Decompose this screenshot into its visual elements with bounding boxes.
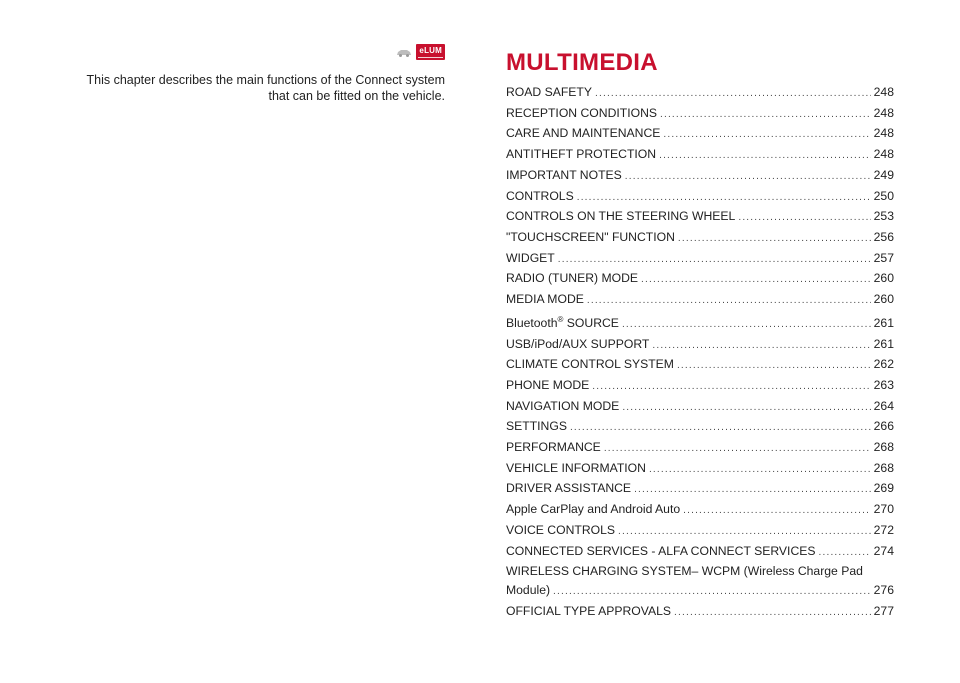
toc-entry-label: NAVIGATION MODE (506, 398, 620, 413)
toc-leader-dots (604, 440, 871, 459)
toc-leader-dots (674, 604, 871, 623)
toc-page-number: 266 (873, 419, 894, 434)
toc-entry[interactable] (506, 290, 894, 311)
toc-entry[interactable] (506, 417, 894, 438)
toc-entry-label: WIRELESS CHARGING SYSTEM– WCPM (Wireless Charge Pad (506, 564, 863, 579)
toc-entry-label: PERFORMANCE (506, 440, 601, 455)
toc-leader-dots (634, 481, 871, 500)
toc-entry-label-suffix: SOURCE (563, 315, 619, 330)
toc-leader-dots (663, 126, 870, 145)
toc-entry-label: WIDGET (506, 250, 555, 265)
toc-leader-dots (622, 399, 870, 418)
toc-page-number: 257 (873, 250, 894, 265)
table-of-contents (506, 50, 894, 622)
toc-entry-label: VEHICLE INFORMATION (506, 460, 646, 475)
toc-entry-label: RECEPTION CONDITIONS (506, 105, 657, 120)
toc-entry-label: CARE AND MAINTENANCE (506, 126, 661, 141)
toc-entry-label: MEDIA MODE (506, 292, 584, 307)
toc-entry-label: Apple CarPlay and Android Auto (506, 502, 681, 517)
toc-page-number: 256 (873, 229, 894, 244)
toc-leader-dots (592, 378, 870, 397)
toc-entry[interactable] (506, 269, 894, 290)
toc-entry-label: OFFICIAL TYPE APPROVALS (506, 603, 672, 618)
toc-entry-label: Bluetooth® SOURCE (506, 314, 619, 330)
toc-entry-label: USB/iPod/AUX SUPPORT (506, 336, 650, 351)
toc-entry-label: DRIVER ASSISTANCE (506, 481, 632, 496)
toc-entry-label: CONTROLS ON THE STEERING WHEEL (506, 209, 736, 224)
toc-entry[interactable] (506, 207, 894, 228)
toc-entry[interactable] (506, 542, 894, 563)
toc-leader-dots (618, 523, 871, 542)
toc-list (506, 83, 894, 622)
toc-page-number: 268 (873, 440, 894, 455)
toc-leader-dots (649, 461, 871, 480)
toc-entry-label: "TOUCHSCREEN" FUNCTION (506, 229, 675, 244)
toc-leader-dots (678, 230, 871, 249)
toc-leader-dots (683, 502, 871, 521)
toc-entry-label-continued: Module) (506, 582, 551, 597)
toc-leader-dots (677, 357, 871, 376)
toc-entry[interactable] (506, 500, 894, 521)
toc-page-number: 274 (873, 543, 894, 558)
toc-entry[interactable] (506, 311, 894, 335)
toc-leader-dots (622, 316, 871, 335)
toc-page-number: 260 (873, 271, 894, 286)
toc-entry[interactable] (506, 335, 894, 356)
toc-page-number: 268 (873, 460, 894, 475)
toc-leader-dots (738, 209, 870, 228)
toc-page-number: 249 (873, 167, 894, 182)
toc-leader-dots (595, 85, 871, 104)
toc-leader-dots (587, 292, 871, 311)
toc-page-number: 260 (873, 292, 894, 307)
chapter-intro-text: This chapter describes the main functions of the Connect system that can be fitted on the vehicle. (86, 73, 445, 103)
toc-entry[interactable] (506, 521, 894, 542)
toc-entry[interactable] (506, 145, 894, 166)
toc-page-number: 250 (873, 188, 894, 203)
toc-page-number: 277 (873, 603, 894, 618)
toc-page-number: 248 (873, 105, 894, 120)
toc-entry-label: VOICE CONTROLS (506, 522, 616, 537)
toc-entry[interactable] (506, 124, 894, 145)
toc-entry[interactable] (506, 249, 894, 270)
toc-entry[interactable] (506, 104, 894, 125)
toc-leader-dots (625, 168, 871, 187)
toc-entry-label: CLIMATE CONTROL SYSTEM (506, 357, 674, 372)
toc-leader-dots (553, 583, 871, 602)
toc-entry[interactable] (506, 602, 894, 623)
toc-entry[interactable] (506, 459, 894, 480)
toc-entry[interactable] (506, 438, 894, 459)
toc-entry[interactable] (506, 166, 894, 187)
toc-entry[interactable] (506, 355, 894, 376)
toc-page-number: 270 (873, 502, 894, 517)
registered-mark: ® (557, 314, 564, 324)
toc-leader-dots (641, 271, 871, 290)
toc-page-number: 264 (873, 398, 894, 413)
elum-badge-icon: eLUM (416, 44, 445, 60)
toc-entry[interactable] (506, 479, 894, 500)
car-icon (396, 48, 412, 57)
toc-page-number: 248 (873, 147, 894, 162)
toc-page-number: 262 (873, 357, 894, 372)
toc-page-number: 269 (873, 481, 894, 496)
toc-leader-dots (558, 251, 871, 270)
toc-leader-dots (819, 544, 871, 563)
toc-entry-label: PHONE MODE (506, 377, 590, 392)
toc-page-number: 276 (873, 582, 894, 597)
toc-entry-label: CONTROLS (506, 188, 574, 203)
section-title: MULTIMEDIA (506, 49, 658, 76)
toc-page-number: 272 (873, 522, 894, 537)
toc-entry[interactable] (506, 228, 894, 249)
toc-page-number: 248 (873, 126, 894, 141)
toc-leader-dots (660, 106, 871, 125)
toc-entry[interactable] (506, 397, 894, 418)
toc-entry[interactable] (506, 83, 894, 104)
toc-entry[interactable] (506, 376, 894, 397)
toc-page-number: 261 (873, 315, 894, 330)
toc-page-number: 263 (873, 377, 894, 392)
toc-leader-dots (652, 337, 870, 356)
toc-entry-label: CONNECTED SERVICES - ALFA CONNECT SERVICES (506, 543, 816, 558)
toc-leader-dots (570, 419, 871, 438)
toc-page-number: 253 (873, 209, 894, 224)
toc-entry-label: RADIO (TUNER) MODE (506, 271, 639, 286)
toc-entry-label: ANTITHEFT PROTECTION (506, 147, 657, 162)
toc-leader-dots (659, 147, 871, 166)
toc-entry-label: IMPORTANT NOTES (506, 167, 622, 182)
toc-entry-label: ROAD SAFETY (506, 85, 593, 99)
toc-leader-dots (577, 189, 871, 208)
toc-page-number: 248 (873, 85, 894, 99)
toc-entry[interactable] (506, 562, 894, 601)
chapter-icons (396, 44, 445, 60)
toc-entry[interactable] (506, 187, 894, 208)
toc-page-number: 261 (873, 336, 894, 351)
toc-entry-label: SETTINGS (506, 419, 567, 434)
